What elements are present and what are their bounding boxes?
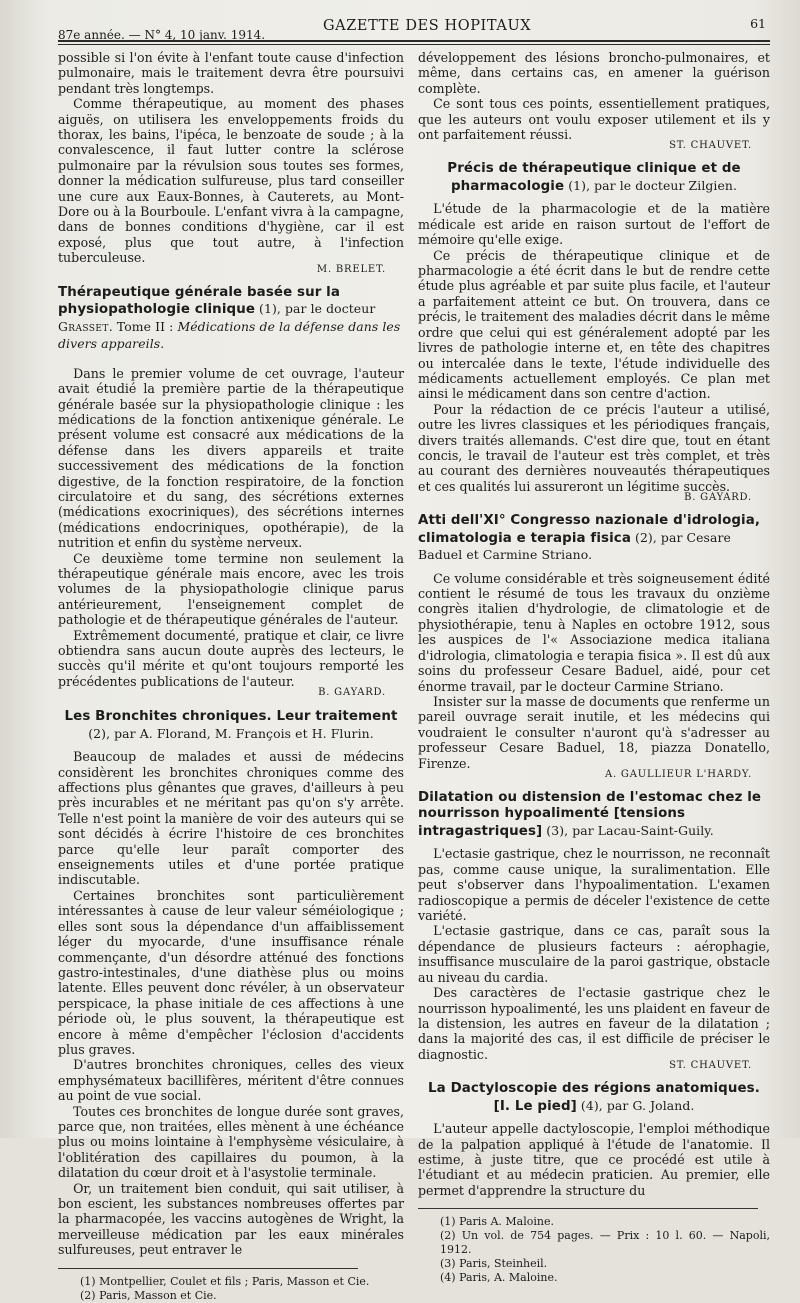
- paragraph: Ce volume considérable et très soigneusement édité contient le résumé de tous les travaux du onzième congrès italien d'hydrologie, de climatologie et de physiothérapie, tenu à Naples en octobre 1912, sous les auspices de l'« Associazione medica italiana d'idrologia, climatologia e terapia fisica ». Il est dû aux soins du professeur Cesare Baduel, aidé, pour cet énorme travail, par le docteur Carmine Striano.: [418, 570, 770, 694]
- paragraph: Extrêmement documenté, pratique et clair, ce livre obtiendra sans aucun doute auprès des lecteurs, le succès qu'il mérite et qu'ont toujours remporté les précédentes publications de l'auteur.: [58, 627, 404, 689]
- paragraph: développement des lésions broncho-pulmonaires, et même, dans certains cas, en amener la guérison complète.: [418, 50, 770, 96]
- signature: B. GAYARD.: [684, 492, 752, 504]
- paragraph: L'ectasie gastrique, dans ce cas, paraît sous la dépendance de plusieurs facteurs : aérophagie, insuffisance musculaire de la paroi gastrique, obstacle au niveau du cardia.: [418, 923, 770, 985]
- article-byline: (2), par A. Florand, M. François et H. Flurin.: [88, 725, 374, 741]
- footnote: (2) Paris, Masson et Cie.: [80, 1288, 217, 1302]
- article-subtitle: Médications de la défense dans les divers appareils.: [58, 318, 401, 352]
- article-title-text: Dilatation ou distension de l'estomac chez le nourrisson hypoalimenté [tensions intragastriques]: [418, 789, 762, 839]
- paragraph: Ce précis de thérapeutique clinique et de pharmacologie a été écrit dans le but de rendre cette étude plus agréable et par suite plus facile, et l'auteur a parfaitement atteint ce but. On trouvera, dans ce précis, le traitement des maladies décrit dans le même ordre que celui qui est généralement adopté par les livres de pathologie interne et, en tête des chapitres ou intercalée dans le texte, l'étude individuelle des médicaments actuellement employés. Ce plan met ainsi le médicament dans son centre d'action.: [418, 247, 770, 402]
- paragraph: Pour la rédaction de ce précis l'auteur a utilisé, outre les livres classiques et les périodiques français, divers traités allemands. C'est dire que, tout en étant concis, le travail de l'auteur est très complet, et très au courant des dernières nouveautés thérapeutiques et ces qualités lui assureront un légitime succès.: [418, 401, 770, 494]
- page-number: 61: [750, 16, 766, 31]
- header-rule-thin: [58, 44, 770, 45]
- article-byline: (3), par Lacau-Saint-Guily.: [542, 822, 714, 838]
- paragraph: D'autres bronchites chroniques, celles des vieux emphysémateux bacillifères, méritent d'être connues au point de vue social.: [58, 1057, 404, 1104]
- footnote: (1) Paris A. Maloine.: [440, 1215, 554, 1229]
- right-column: [418, 50, 770, 1285]
- journal-title: GAZETTE DES HOPITAUX: [323, 18, 532, 34]
- page-header: [58, 14, 770, 40]
- article-author: Grasset: [58, 318, 109, 334]
- article-title: [418, 790, 770, 841]
- article-title-text: Thérapeutique générale basée sur la physiopathologie clinique: [58, 284, 341, 318]
- paragraph: Ce sont tous ces points, essentiellement pratiques, que les auteurs ont voulu exposer utilement et ils y ont parfaitement réussi.: [418, 96, 770, 143]
- footnote: (4) Paris, A. Maloine.: [440, 1271, 558, 1285]
- article-title-text: Atti dell'XI° Congresso nazionale d'idrologia, climatologia e terapia fisica: [418, 513, 761, 546]
- article-byline: (1), par le docteur Zilgien.: [564, 177, 738, 193]
- paragraph: possible si l'on évite à l'enfant toute cause d'infection pulmonaire, mais le traitement devra être poursuivi pendant très longtemps.: [58, 50, 404, 96]
- article-byline-post: . Tome II :: [108, 318, 178, 334]
- article-byline: (1), par le docteur: [255, 301, 376, 317]
- paragraph: Beaucoup de malades et aussi de médecins considèrent les bronchites chroniques comme des affections plus gênantes que graves, d'ailleurs à peu près incurables et ne méritant pas qu'on s'y arrête. Telle n'est point la manière de voir des auteurs qui se sont décidés à écrire l'histoire de ces bronchites parce qu'elle leur paraît comporter des enseignements utiles et d'une portée pratique indiscutable.: [58, 749, 404, 888]
- paragraph: L'étude de la pharmacologie et de la matière médicale est aride en raison surtout de l'effort de mémoire qu'elle exige.: [418, 201, 770, 248]
- article-byline: (2), par Cesare Baduel et Carmine Striano.: [418, 529, 731, 563]
- footnote-rule: [58, 1268, 358, 1269]
- article-title: [58, 708, 404, 743]
- signature: ST. CHAUVET.: [669, 140, 752, 152]
- paragraph: Certaines bronchites sont particulièrement intéressantes à cause de leur valeur séméiologique ; elles sont sous la dépendance d'un affaiblissement léger du myocarde, d'une insuffisance rénale commençante, d'un désordre atténué des fonctions gastro-intestinales, d'une diathèse plus ou moins latente. Elles peuvent donc révéler, à un observateur perspicace, la phase initiale de ces affections à une période où, le plus souvent, la thérapeutique est encore à même d'empêcher l'éclosion d'accidents plus graves.: [58, 887, 404, 1057]
- paragraph: Or, un traitement bien conduit, qui sait utiliser, à bon escient, les substances nombreuses offertes par la pharmacopée, les vaccins autogènes de Wright, la merveilleuse médication par les eaux minérales sulfureuses, peut entraver le: [58, 1180, 404, 1258]
- paragraph: Des caractères de l'ectasie gastrique chez le nourrisson hypoalimenté, les uns plaident en faveur de la distension, les autres en faveur de la dilatation ; dans la majorité des cas, il est difficile de préciser le diagnostic.: [418, 985, 770, 1062]
- paragraph: Dans le premier volume de cet ouvrage, l'auteur avait étudié la première partie de la thérapeutique générale basée sur la physiopathologie clinique : les médications de la fonction antixenique générale. Le présent volume est consacré aux médications de la défense dans les divers appareils et traite successivement des médications de la fonction digestive, de la fonction respiratoire, de la fonction circulatoire et du sang, des sécrétions externes (médications exocriniques), des sécrétions internes (médications endocriniques, opothérapie), de la nutrition et enfin du système nerveux.: [58, 365, 404, 551]
- article-title-text: Les Bronchites chroniques. Leur traitement: [64, 709, 398, 725]
- signature: B. GAYARD.: [318, 687, 386, 699]
- signature: ST. CHAUVET.: [669, 1060, 752, 1072]
- paragraph: Toutes ces bronchites de longue durée sont graves, parce que, non traitées, elles mènent à une échéance plus ou moins lointaine à l'emphysème vésiculaire, à l'oblitération des capillaires du poumon, à la dilatation du cœur droit et à l'asystolie terminale.: [58, 1103, 404, 1181]
- paragraph: Ce deuxième tome termine non seulement la thérapeutique générale mais encore, avec les trois volumes de la physiopathologie clinique parus antérieurement, l'enseignement complet de pathologie et de thérapeutique générales de l'auteur.: [58, 550, 404, 628]
- signature: M. BRELET.: [316, 263, 386, 275]
- issue-info: 87e année. — N° 4, 10 janv. 1914.: [58, 28, 266, 42]
- article-title-line1: La Dactyloscopie des régions anatomiques.: [428, 1081, 760, 1097]
- article-byline: (4), par G. Joland.: [576, 1097, 695, 1113]
- footnote: (3) Paris, Steinheil.: [440, 1257, 548, 1271]
- paragraph: L'ectasie gastrique, chez le nourrisson, ne reconnaît pas, comme cause unique, la suralimentation. Elle peut s'observer dans l'hypoalimentation. L'examen radioscopique a permis de déceler l'existence de cette variété.: [418, 846, 770, 924]
- header-rule: [58, 40, 770, 42]
- article-title: [58, 285, 404, 354]
- article-title: [418, 1081, 770, 1115]
- paragraph: Comme thérapeutique, au moment des phases aiguës, on utilisera les enveloppements froids du thorax, les bains, l'ipéca, le benzoate de soude ; à la convalescence, il faut lutter contre la sclérose pulmonaire par la révulsion sous toutes ses formes, donner la médication sulfureuse, plus tard conseiller une cure aux Eaux-Bonnes, à Cauterets, au Mont-Dore ou à la Bourboule. L'enfant vivra à la campagne, dans de bonnes conditions d'hygiène, car il est exposé, plus que tout autre, à l'infection tuberculeuse.: [58, 96, 404, 266]
- article-title: [418, 513, 770, 565]
- article-title: [418, 161, 770, 195]
- footnote-rule: [418, 1208, 758, 1209]
- article-title-text: Précis de thérapeutique clinique et de pharmacologie: [447, 161, 741, 194]
- article-title-line2: [I. Le pied]: [493, 1098, 577, 1114]
- footnote: (2) Un vol. de 754 pages. — Prix : 10 l. 60. — Napoli, 1912.: [440, 1229, 770, 1257]
- footnote: (1) Montpellier, Coulet et fils ; Paris, Masson et Cie.: [80, 1274, 370, 1288]
- paragraph: L'auteur appelle dactyloscopie, l'emploi méthodique de la palpation appliqué à l'étude de l'anatomie. Il estime, à juste titre, que ce procédé est utile à l'étudiant et au médecin praticien. Au premier, elle permet d'apprendre la structure du: [418, 1121, 770, 1198]
- signature: A. GAULLIEUR L'HARDY.: [604, 768, 752, 780]
- left-column: [58, 50, 404, 1303]
- paragraph: Insister sur la masse de documents que renferme un pareil ouvrage serait inutile, et les médecins qui voudraient le consulter n'auront qu'à s'adresser au professeur Cesare Baduel, 18, piazza Donatello, Firenze.: [418, 693, 770, 771]
